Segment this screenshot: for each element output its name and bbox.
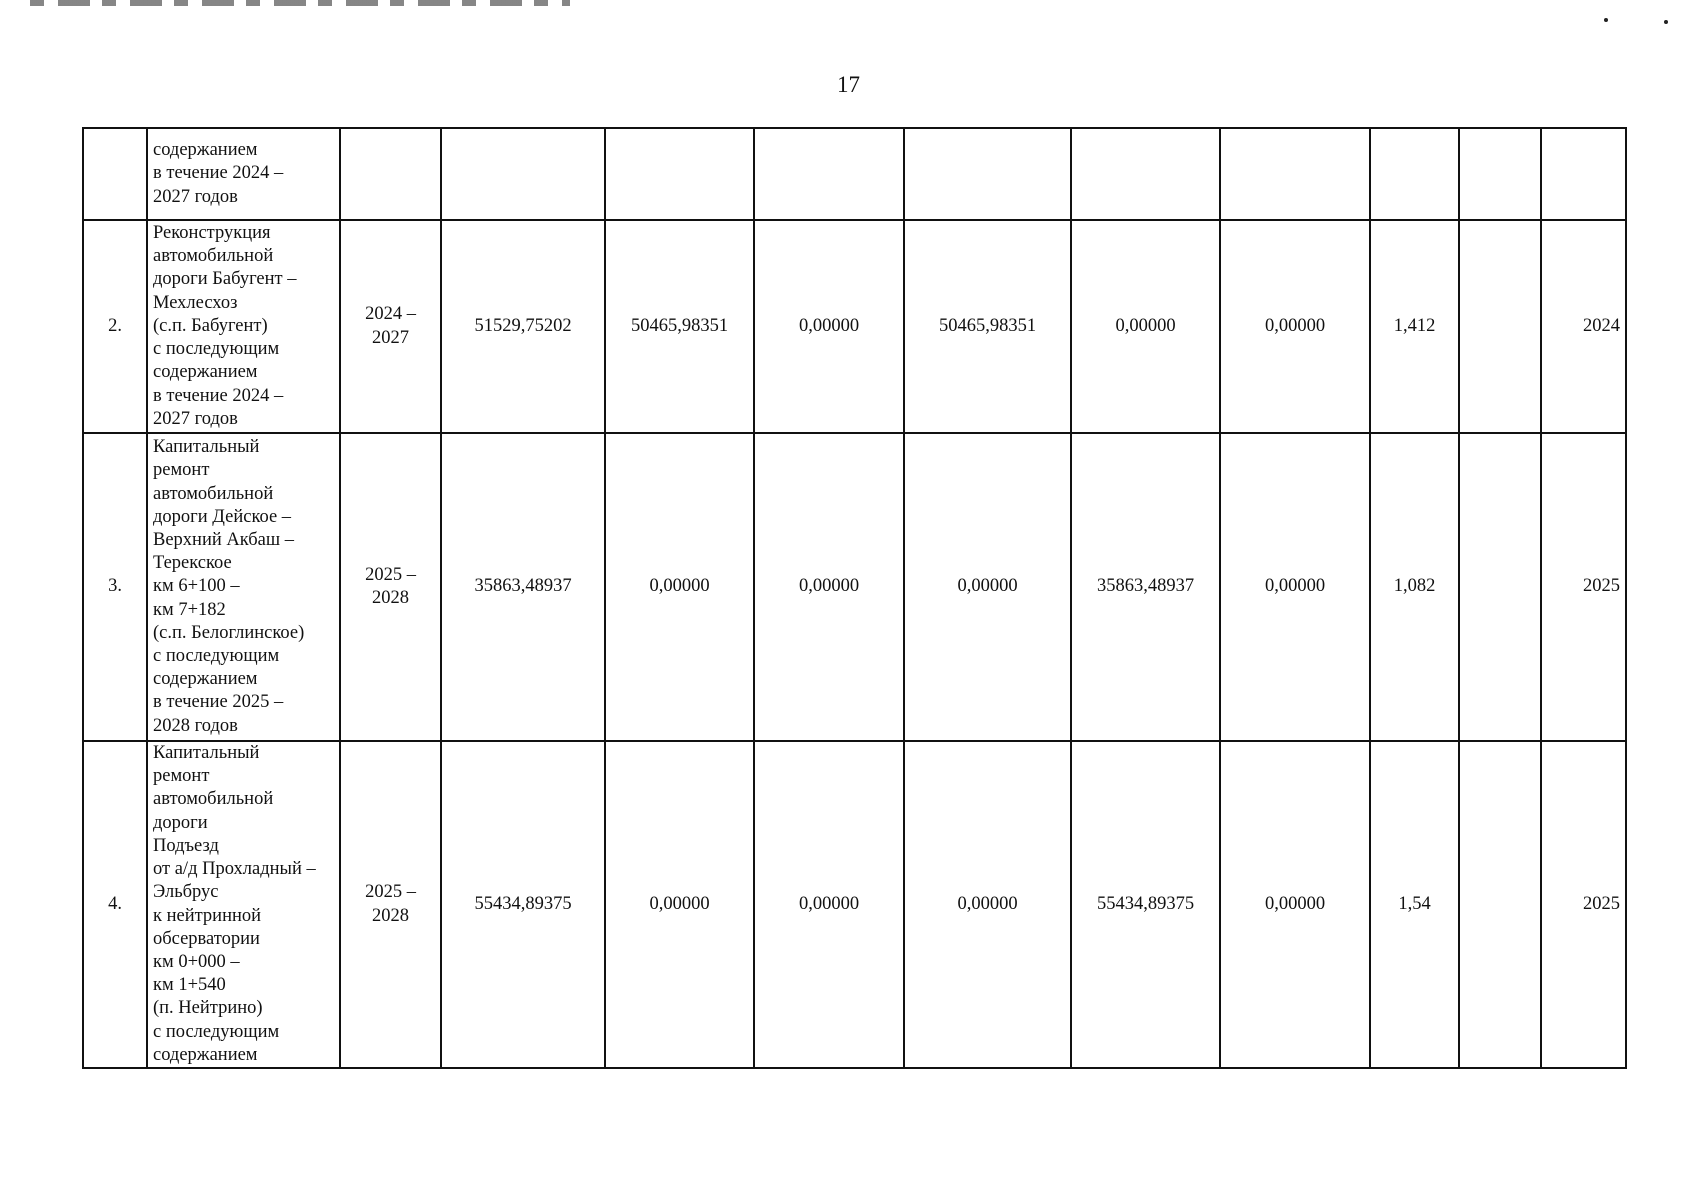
value-cell: 50465,98351 [904, 220, 1071, 433]
row-number-cell: 3. [83, 433, 147, 741]
object-name-line: (с.п. Белоглинское) [153, 622, 305, 643]
value-cell: 50465,98351 [605, 220, 754, 433]
object-name-line: содержанием [153, 362, 258, 383]
length-cell: 1,412 [1370, 220, 1459, 433]
object-name-line: 2027 годов [153, 408, 238, 429]
object-name-line: в течение 2024 – [153, 163, 284, 184]
object-name-cell [147, 128, 340, 220]
object-name-cell [147, 433, 340, 741]
object-name-cell [147, 741, 340, 1068]
value-cell: 0,00000 [904, 433, 1071, 741]
funding-table [82, 127, 1627, 1069]
table-row [83, 741, 1626, 1068]
value-cell: 0,00000 [754, 433, 904, 741]
object-name-line: ремонт [153, 766, 210, 787]
object-name-line: (с.п. Бабугент) [153, 315, 268, 336]
object-name-line: содержанием [153, 1044, 258, 1065]
object-name-line: автомобильной [153, 789, 274, 810]
extra-cell [1459, 220, 1541, 433]
year-cell: 2024 [1541, 220, 1626, 433]
object-name-line: км 1+540 [153, 975, 226, 996]
value-cell: 0,00000 [1220, 741, 1370, 1068]
year-cell: 2025 [1541, 433, 1626, 741]
object-name-line: с последующим [153, 1021, 280, 1042]
object-name-cell [147, 220, 340, 433]
total-cost-cell [441, 128, 605, 220]
year-cell: 2025 [1541, 741, 1626, 1068]
object-name-line: к нейтринной [153, 905, 262, 926]
object-name-line: Капитальный [153, 437, 260, 458]
value-cell: 0,00000 [1071, 220, 1220, 433]
object-name-line: Реконструкция [153, 223, 271, 244]
period-cell [340, 128, 441, 220]
object-name-line: км 7+182 [153, 599, 226, 620]
value-cell: 0,00000 [1220, 433, 1370, 741]
object-name-line: Верхний Акбаш – [153, 529, 295, 550]
row-number-cell: 4. [83, 741, 147, 1068]
object-name-line: км 6+100 – [153, 576, 240, 597]
page-number: 17 [837, 72, 860, 97]
length-cell [1370, 128, 1459, 220]
scan-artifact [1604, 18, 1608, 22]
object-name-line: Капитальный [153, 743, 260, 764]
object-name-line: Мехлесхоз [153, 292, 238, 313]
object-name-line: ремонт [153, 460, 210, 481]
row-number-cell [83, 128, 147, 220]
length-cell: 1,54 [1370, 741, 1459, 1068]
extra-cell [1459, 433, 1541, 741]
value-cell [1220, 128, 1370, 220]
object-name-line: от а/д Прохладный – [153, 859, 316, 880]
object-name-line: 2027 годов [153, 186, 238, 207]
value-cell [904, 128, 1071, 220]
table-row [83, 128, 1626, 220]
object-name-line: дороги [153, 812, 208, 833]
object-name-line: обсерватории [153, 928, 260, 949]
object-name-line: Подъезд [153, 835, 219, 856]
object-name-line: содержанием [153, 669, 258, 690]
object-name-line: содержанием [153, 140, 258, 161]
row-number-cell: 2. [83, 220, 147, 433]
year-cell [1541, 128, 1626, 220]
object-name-line: Терекское [153, 553, 232, 574]
period-cell: 2025 – 2028 [340, 741, 441, 1068]
object-name-line: км 0+000 – [153, 951, 240, 972]
object-name-line: с последующим [153, 339, 280, 360]
value-cell: 0,00000 [904, 741, 1071, 1068]
object-name-line: в течение 2025 – [153, 692, 284, 713]
extra-cell [1459, 741, 1541, 1068]
value-cell: 35863,48937 [1071, 433, 1220, 741]
value-cell [605, 128, 754, 220]
value-cell: 0,00000 [754, 741, 904, 1068]
total-cost-cell: 55434,89375 [441, 741, 605, 1068]
object-name-line: Эльбрус [153, 882, 219, 903]
value-cell: 55434,89375 [1071, 741, 1220, 1068]
length-cell: 1,082 [1370, 433, 1459, 741]
total-cost-cell: 35863,48937 [441, 433, 605, 741]
value-cell [754, 128, 904, 220]
extra-cell [1459, 128, 1541, 220]
scan-artifact [1664, 20, 1668, 24]
period-cell: 2024 – 2027 [340, 220, 441, 433]
total-cost-cell: 51529,75202 [441, 220, 605, 433]
value-cell [1071, 128, 1220, 220]
value-cell: 0,00000 [1220, 220, 1370, 433]
object-name-line: с последующим [153, 646, 280, 666]
object-name-line: автомобильной [153, 246, 274, 267]
object-name-line: дороги Дейское – [153, 506, 292, 527]
object-name-line: (п. Нейтрино) [153, 998, 263, 1019]
value-cell: 0,00000 [754, 220, 904, 433]
scan-artifact [30, 0, 570, 6]
table-row [83, 433, 1626, 741]
value-cell: 0,00000 [605, 741, 754, 1068]
object-name-line: в течение 2024 – [153, 385, 284, 406]
period-cell: 2025 – 2028 [340, 433, 441, 741]
value-cell: 0,00000 [605, 433, 754, 741]
object-name-line: дороги Бабугент – [153, 269, 297, 290]
object-name-line: автомобильной [153, 483, 274, 504]
object-name-line: 2028 годов [153, 715, 238, 736]
table-row [83, 220, 1626, 433]
